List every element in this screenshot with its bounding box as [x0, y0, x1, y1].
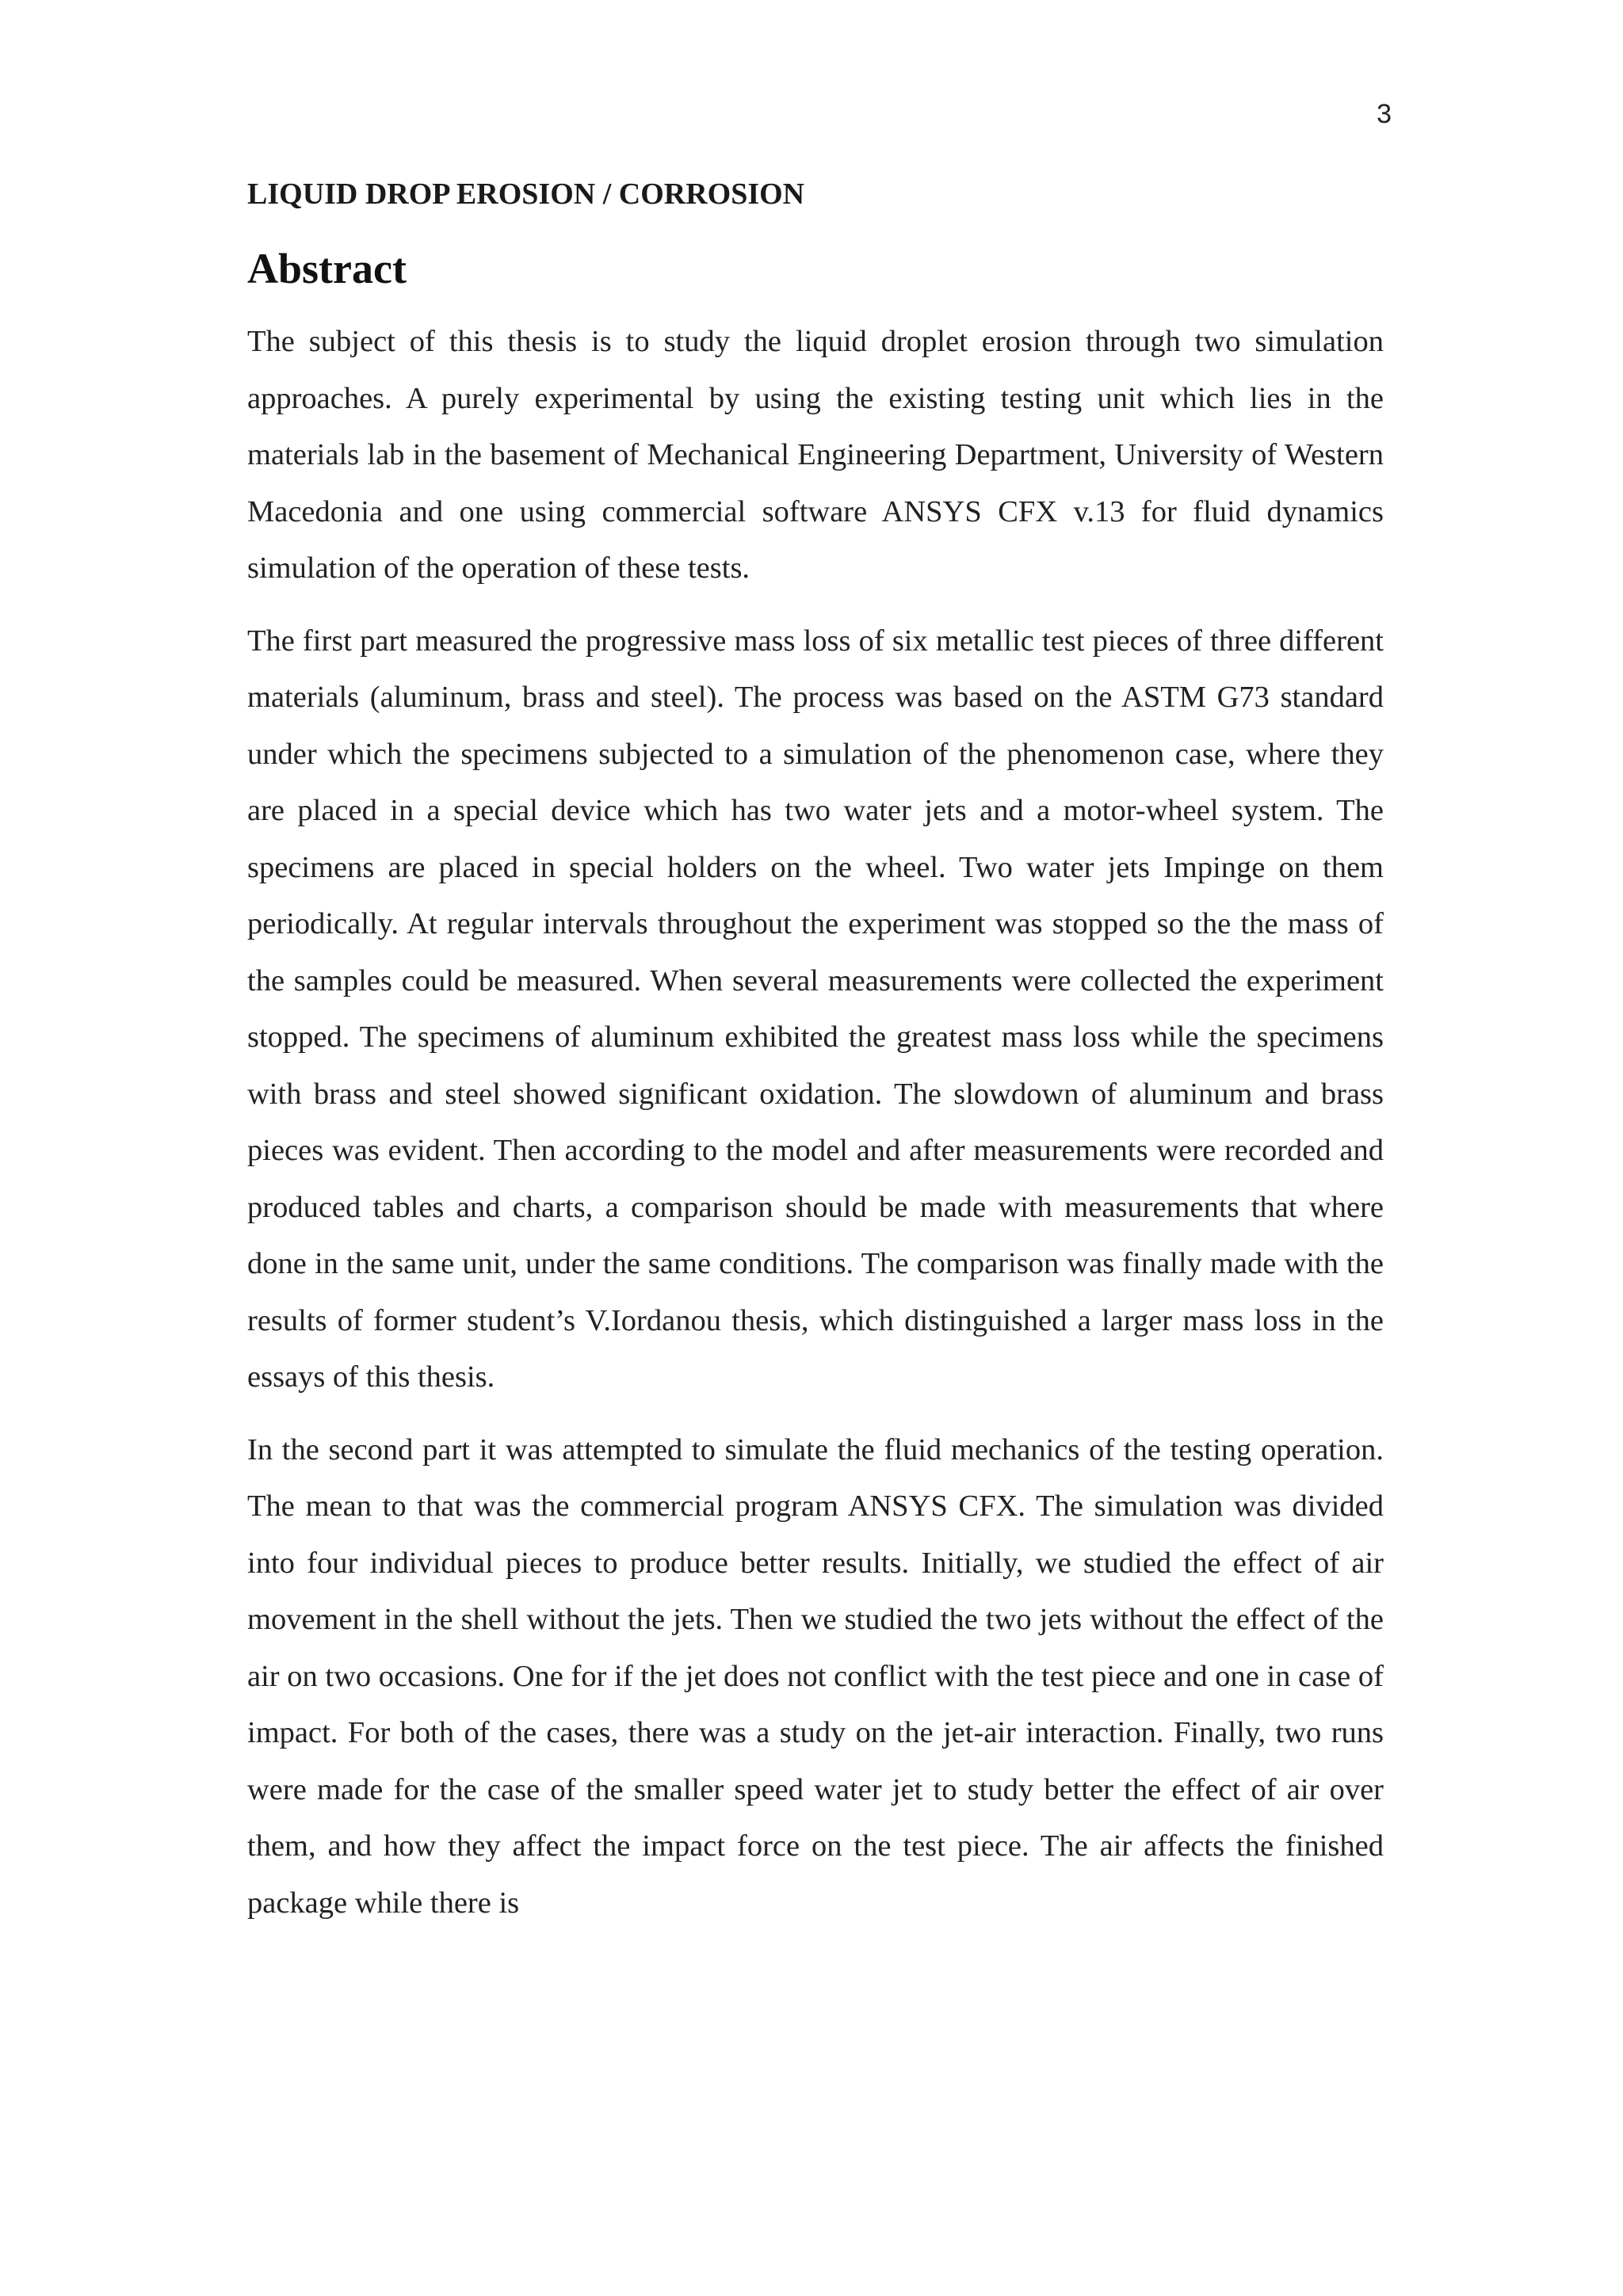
document-body: [247, 173, 1384, 1947]
abstract-paragraph-2: The first part measured the progressive mass loss of six metallic test pieces of three different materials (aluminum, brass and steel). The process was based on the ASTM G73 standard under which the specimens subjected to a simulation of the phenomenon case, where they are placed in a special device which has two water jets and a motor-wheel system. The specimens are placed in special holders on the wheel. Two water jets Impinge on them periodically. At regular intervals throughout the experiment was stopped so the the mass of the samples could be measured. When several measurements were collected the experiment stopped. The specimens of aluminum exhibited the greatest mass loss while the specimens with brass and steel showed significant oxidation. The slowdown of aluminum and brass pieces was evident. Then according to the model and after measurements were recorded and produced tables and charts, a comparison should be made with measurements that where done in the same unit, under the same conditions. The comparison was finally made with the results of former student’s V.Iordanou thesis, which distinguished a larger mass loss in the essays of this thesis.: [247, 624, 1384, 1394]
running-title: LIQUID DROP EROSION / CORROSION: [247, 177, 805, 211]
abstract-paragraph-3: In the second part it was attempted to simulate the fluid mechanics of the testing operation. The mean to that was the commercial program ANSYS CFX. The simulation was divided into four individual pieces to produce better results. Initially, we studied the effect of air movement in the shell without the jets. Then we studied the two jets without the effect of the air on two occasions. One for if the jet does not conflict with the test piece and one in case of impact. For both of the cases, there was a study on the jet-air interaction. Finally, two runs were made for the case of the smaller speed water jet to study better the effect of air over them, and how they affect the impact force on the test piece. The air affects the finished package while there is: [247, 1432, 1384, 1920]
abstract-paragraph-1: The subject of this thesis is to study the liquid droplet erosion through two simulation approaches. A purely experimental by using the existing testing unit which lies in the materials lab in the basement of Mechanical Engineering Department, University of Western Macedonia and one using commercial software ANSYS CFX v.13 for fluid dynamics simulation of the operation of these tests.: [247, 325, 1384, 585]
section-heading-abstract: Abstract: [247, 245, 407, 292]
page-number: 3: [1377, 99, 1392, 129]
